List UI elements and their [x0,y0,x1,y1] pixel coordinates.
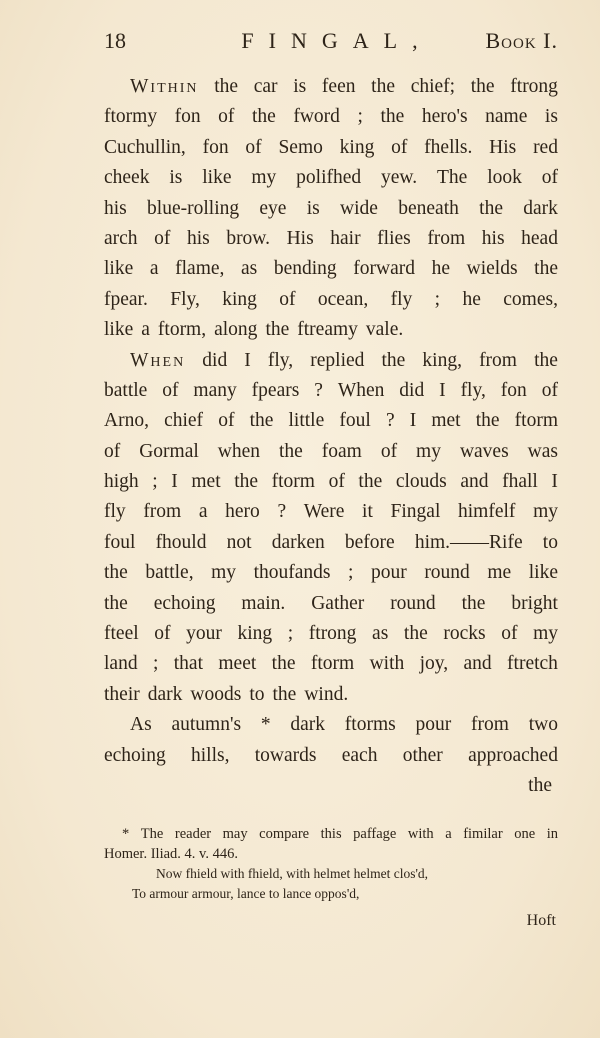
word: blue-rolling [147,197,240,219]
word: your [186,623,222,645]
word: hills, [191,744,230,766]
text-line [104,285,558,315]
word: me [487,562,512,584]
word: king [339,136,375,158]
word: was [527,440,558,462]
word: ; [357,106,363,128]
word: this [320,826,342,842]
word: hair [330,227,361,249]
word: main. [241,592,286,614]
word: As [130,714,152,736]
word: When [337,379,385,401]
word: of [541,167,558,189]
word: from [143,501,182,523]
word: His [286,227,314,249]
word: of [104,440,121,462]
word: Arno, [104,410,149,432]
word: himfelf [458,501,516,523]
text-line [104,224,558,254]
word: a [445,826,452,842]
word: king [237,623,273,645]
word: and [463,653,492,675]
text-line [104,194,558,224]
word: two [528,714,558,736]
word: ftorm [310,653,355,675]
word: waves [459,440,509,462]
word: autumn's [171,714,242,736]
word: that [173,653,203,675]
word: hero [225,501,260,523]
word: to [249,683,265,705]
word: the [534,349,558,371]
word: did [202,349,228,371]
word: his [481,227,505,249]
word: of [541,379,558,401]
word: flies [377,227,411,249]
word: red [533,136,558,158]
word: met [191,471,221,493]
word: I [409,410,417,432]
footnote-verse-line: To armour armour, lance to lance oppos'd, [132,886,360,901]
word: * [122,826,130,842]
word: ocean, [317,288,369,310]
word: the [475,410,500,432]
word: of [154,227,171,249]
word: Cuchullin, [104,136,186,158]
word: one [514,826,536,842]
word: ftorm, [157,319,207,341]
word: eye [259,197,287,219]
word: flame, [175,258,225,280]
footnote-line [104,824,558,844]
text-line [104,771,558,801]
word: as [241,258,258,280]
word: The [437,167,468,189]
word: cheek [104,167,150,189]
word: reader [174,826,212,842]
word: wind. [304,683,349,705]
word: replied [310,349,365,371]
word: the [251,106,276,128]
word: fimilar [463,826,503,842]
word: Were [303,501,345,523]
word: vale. [365,319,404,341]
word: my [533,623,558,645]
paragraph-lead-word: When [130,349,186,371]
word: the [403,623,428,645]
running-header [104,28,558,58]
word: fhall [502,471,538,493]
word: beneath [398,197,459,219]
word: foul [339,410,371,432]
word: forward [353,258,416,280]
footnote [104,824,558,904]
word: wields [466,258,518,280]
word: ftreamy [297,319,358,341]
word: polifhed [296,167,362,189]
running-title: FINGAL, [241,28,433,53]
text-line [104,72,558,102]
word: foul [104,531,136,553]
word: ? [277,501,287,523]
word: of [501,623,518,645]
word: king [222,288,257,310]
word: fon [202,136,229,158]
word: of [218,410,235,432]
word: fpears [251,379,300,401]
word: he [431,258,451,280]
word: from [479,349,517,371]
word: dark [147,683,183,705]
word: fly, [267,349,294,371]
page-number: 18 [104,28,126,53]
word: fpear. [104,288,148,310]
text-line [104,163,558,193]
word: meet [218,653,257,675]
word: the [461,592,486,614]
word: the [272,683,297,705]
word: paffage [353,826,397,842]
word: along [214,319,258,341]
word: joy, [419,653,449,675]
word: comes, [503,288,558,310]
text-line [104,589,558,619]
word: approached [468,744,558,766]
word: fhells. [424,136,473,158]
word: hero's [421,106,468,128]
word: dark [523,197,558,219]
text-line [104,254,558,284]
word: of [154,623,171,645]
word: echoing [104,744,166,766]
text-line [104,497,558,527]
word: head [521,227,558,249]
word: he [462,288,481,310]
word: woods [190,683,242,705]
word: from [471,714,509,736]
word: the [249,410,274,432]
word: the [358,471,383,493]
word: ftorms [344,714,396,736]
word: a [198,501,208,523]
word: did [399,379,425,401]
word: ? [314,379,323,401]
word: fly [104,501,126,523]
word: king, [422,349,462,371]
word: round [424,562,470,584]
word: ftorm [271,471,315,493]
word: other [402,744,443,766]
word: ? [385,410,395,432]
word: with [369,653,405,675]
word: of [380,440,398,462]
book-label: Book I. [485,28,558,53]
text-line [104,619,558,649]
word: car [253,76,278,97]
word: arch [104,227,138,249]
word: bright [511,592,558,614]
word: the [265,319,290,341]
text-line [104,558,558,588]
word: like [528,562,558,584]
word: not [226,531,252,553]
word: the [104,592,128,614]
word: towards [254,744,317,766]
word: my [211,562,237,584]
word: the [380,106,405,128]
word: fon [500,379,527,401]
word: chief [164,410,204,432]
word: feen [321,76,356,97]
word: before [344,531,395,553]
word: my [416,440,441,462]
word: the [234,471,259,493]
word: of [328,471,345,493]
word: the [371,76,395,97]
word: the [470,76,495,97]
word: in [546,826,558,842]
word: of [391,136,408,158]
word: pour [371,562,407,584]
word: I [244,349,251,371]
text-line [104,528,558,558]
word: foam [321,440,362,462]
word: ; [348,562,354,584]
word: their [104,683,140,705]
word: fly [390,288,413,310]
word: when [217,440,261,462]
word: my [533,501,558,523]
text-line [104,346,558,376]
word: ; [152,471,158,493]
word: the [479,197,503,219]
word: thoufands [253,562,331,584]
footnote-citation: Homer. Iliad. 4. v. 446. [104,846,238,862]
word: many [193,379,237,401]
word: ftrong [510,76,558,97]
word: ftretch [507,653,558,675]
word: each [341,744,378,766]
word: fon [174,106,201,128]
word: wide [340,197,378,219]
text-line [104,102,558,132]
word: is [169,167,183,189]
word: bending [273,258,337,280]
text-line [104,133,558,163]
word: fhould [155,531,207,553]
word: darken [271,531,325,553]
word: fly, [460,379,486,401]
word: of [218,106,235,128]
text-line [104,376,558,406]
word: Gormal [139,440,199,462]
word: brow. [226,227,270,249]
word: like [202,167,232,189]
word: the [214,76,239,97]
word: battle [104,379,148,401]
word: ftorm [514,410,558,432]
word: fword [293,106,340,128]
text-line [104,467,558,497]
paragraph-lead-word: Within [130,76,199,97]
word: and [460,471,489,493]
text-line [104,315,558,345]
word: Fingal [390,501,441,523]
word: Fly, [170,288,200,310]
word: round [390,592,436,614]
word: battle, [145,562,194,584]
word: echoing [153,592,216,614]
word: his [104,197,127,219]
word: ; [434,288,441,310]
word: dark [290,714,326,736]
word: high [104,471,139,493]
text-line [104,437,558,467]
word: His [489,136,517,158]
word: from [427,227,466,249]
word: with [407,826,434,842]
word: look [487,167,522,189]
word: the [278,440,303,462]
word: may [222,826,248,842]
word: a [149,258,159,280]
word: chief; [410,76,456,97]
word: the [534,258,558,280]
word: I [439,379,446,401]
word: my [251,167,277,189]
word: pour [415,714,452,736]
word: is [293,76,307,97]
word: the [528,774,552,796]
word: the [381,349,406,371]
word: ftormy [104,106,158,128]
text-line [104,680,558,710]
word: of [279,288,296,310]
word: the [104,562,128,584]
word: met [431,410,461,432]
word: of [162,379,179,401]
word: is [306,197,320,219]
word: compare [259,826,310,842]
word: ftrong [308,623,357,645]
word: I [171,471,178,493]
word: his [186,227,210,249]
word: * [260,714,271,736]
word: Semo [278,136,323,158]
text-line [104,710,558,740]
text-line [104,406,558,436]
main-text [104,72,558,801]
word: of [245,136,262,158]
word: him.——Rife [414,531,523,553]
word: is [544,106,558,128]
footnote-verse-line: Now fhield with fhield, with helmet helmet clos'd, [156,866,429,881]
word: little [288,410,325,432]
word: ; [287,623,294,645]
word: as [372,623,389,645]
word: a [141,319,150,341]
word: the [271,653,296,675]
catchword: Hoft [526,912,556,929]
word: fteel [104,623,139,645]
text-line [104,649,558,679]
word: I [551,471,558,493]
word: like [104,258,134,280]
word: name [485,106,528,128]
word: to [542,531,558,553]
word: The [140,826,164,842]
word: clouds [395,471,447,493]
word: it [362,501,373,523]
word: yew. [381,167,418,189]
word: Gather [311,592,365,614]
word: rocks [443,623,486,645]
word: ; [152,653,159,675]
word: like [104,319,134,341]
word: land [104,653,138,675]
text-line [104,741,558,771]
